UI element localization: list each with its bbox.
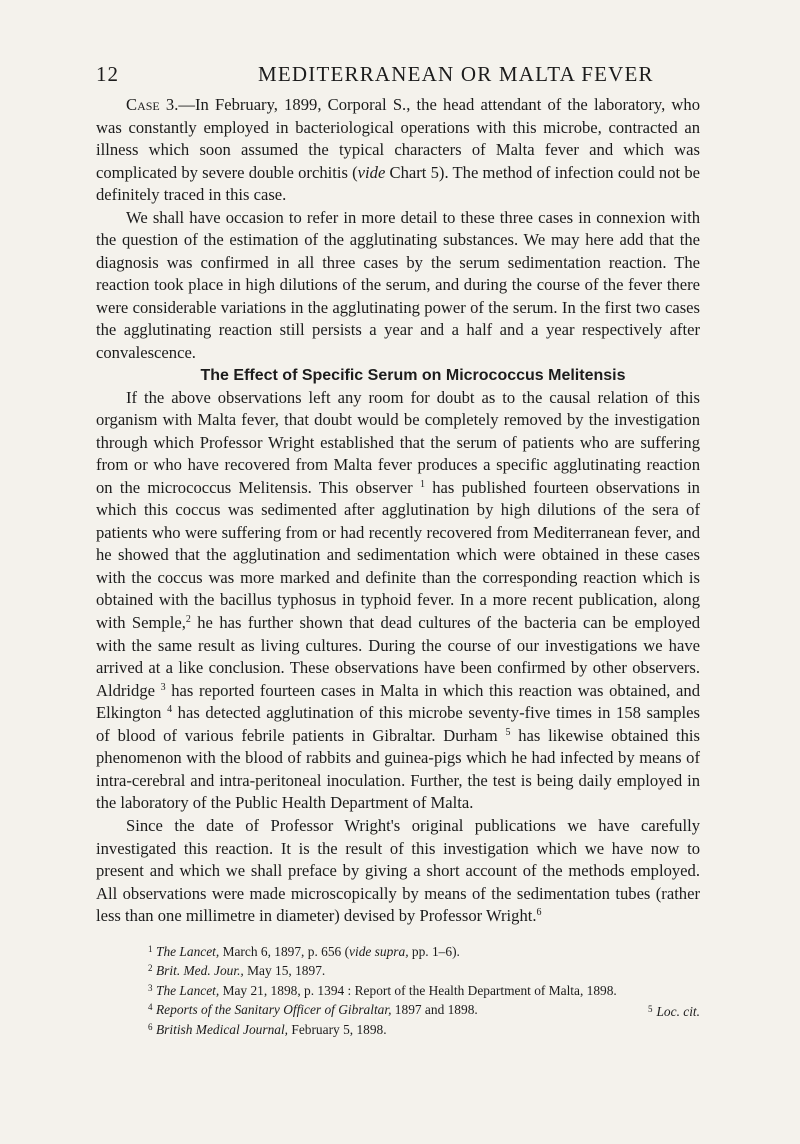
text-run: has likewise obtained this phenomenon with the blood of rabbits and guinea-pigs which he had infected by means of intra-cerebral and intra-peritoneal inoculation. Further, the test is being daily employed in the laboratory of the Public Health Department of Malta. [96, 725, 700, 813]
paragraph-wright [96, 387, 700, 815]
running-head: MEDITERRANEAN OR MALTA FEVER [258, 62, 654, 86]
footnote-mark: 2 [148, 963, 153, 974]
footnote-ref: 3 [160, 681, 166, 693]
footnote-text: pp. 1–6). [408, 943, 460, 959]
text-run: he has further shown that dead cultures of the bacteria can be employed with the same result as living cultures. During the course of our investigations we have arrived at a like conclusion. These observations have been confirmed by other observers. Aldridge [96, 613, 700, 700]
text-run: has detected agglutination of this microbe seventy-five times in 158 samples of blood of various febrile patients in Gibraltar. Durham [96, 703, 700, 745]
footnote-mark: 4 [148, 1002, 153, 1013]
text-run: has published fourteen observations in which this coccus was sedimented after agglutination by high dilutions of the sera of patients who were suffering from or had recently recovered from Mediterranean fever, and he showed that the agglutination and sedimentation which were obtained in these cases with the coccus was more marked and definite than the corresponding reaction which is obtained with the bacillus typhosus in typhoid fever. In a more recent publication, along with Semple, [96, 477, 700, 633]
footnote-3 [96, 981, 700, 1001]
footnote-6 [96, 1020, 700, 1040]
footnote-mark: 3 [148, 982, 153, 993]
page-header [0, 62, 800, 92]
footnote-source: Loc. cit. [656, 1004, 700, 1020]
footnote-ref: 5 [505, 726, 511, 738]
case-text: —In February, 1899, Corporal S., the head attendant of the laboratory, who was constantly employed in bacteriological operations with this microbe, contracted an illness which soon assumed the typical characters of Malta fever and which was complicated by severe double orchitis ( [96, 95, 700, 182]
footnote-text: May 21, 1898, p. 1394 : Report of the Health Department of Malta, 1898. [219, 982, 617, 998]
footnote-source: Reports of the Sanitary Officer of Gibraltar, [156, 1002, 392, 1018]
footnote-4 [96, 1000, 700, 1020]
footnote-source: Brit. Med. Jour., [156, 963, 244, 979]
paragraph-case-3 [96, 94, 700, 207]
body-text [96, 94, 700, 1040]
footnotes [96, 942, 700, 1040]
footnote-ref: 6 [536, 907, 542, 919]
footnote-source: The Lancet, [156, 982, 220, 998]
footnote-2 [96, 961, 700, 981]
footnote-vide: vide supra, [349, 943, 409, 959]
footnote-1 [96, 942, 700, 962]
footnote-text: 1897 and 1898. [391, 1002, 478, 1018]
footnote-source: British Medical Journal, [156, 1022, 289, 1038]
case-label: Case 3. [126, 95, 179, 114]
footnote-ref: 4 [167, 704, 173, 716]
section-title: The Effect of Specific Serum on Micrococcus Melitensis [200, 366, 626, 384]
paragraph-methods [96, 815, 700, 928]
footnote-mark: 1 [148, 943, 153, 954]
page-number: 12 [96, 62, 119, 86]
footnote-source: The Lancet, [156, 943, 220, 959]
paragraph-diagnosis: We shall have occasion to refer in more detail to these three cases in connexion with the question of the estimation of the agglutinating substances. We may here add that the diagnosis was confirmed in all three cases by the serum sedimentation reaction. The reaction took place in high dilutions of the serum, and during the course of the fever there were considerable variations in the agglutinating power of the serum. In the first two cases the agglutinating reaction still persists a year and a half and a year respectively after convalescence. [96, 207, 700, 363]
footnote-text: March 6, 1897, p. 656 ( [219, 943, 350, 959]
case-vide: vide [357, 162, 386, 182]
footnote-5 [618, 1000, 700, 1022]
case-text-end: Chart 5). The method of infection could not be definitely traced in this case. [96, 162, 701, 205]
footnote-text: May 15, 1897. [243, 963, 326, 979]
text-run: Since the date of Professor Wright's original publications we have carefully investigated this reaction. It is the result of this investigation which we have now to present and which we shall preface by giving a short account of the methods employed. All observations were made microscopically by means of the sedimentation tubes (rather less than one millimetre in diameter) devised by Professor Wright. [96, 815, 700, 926]
footnote-ref: 1 [419, 478, 425, 490]
footnote-text: February 5, 1898. [288, 1022, 387, 1038]
footnote-mark: 5 [647, 1004, 653, 1015]
footnote-mark: 6 [148, 1022, 153, 1033]
text-run: has reported fourteen cases in Malta in which this reaction was obtained, and Elkington [96, 680, 700, 723]
text-run: If the above observations left any room for doubt as to the causal relation of this organism with Malta fever, that doubt would be completely removed by the investigation through which Professor Wright established that the serum of patients who are suffering from or who have recovered from Malta fever produces a specific agglutinating reaction on the micrococcus Melitensis. This observer [96, 387, 700, 497]
footnote-ref: 2 [185, 614, 191, 626]
